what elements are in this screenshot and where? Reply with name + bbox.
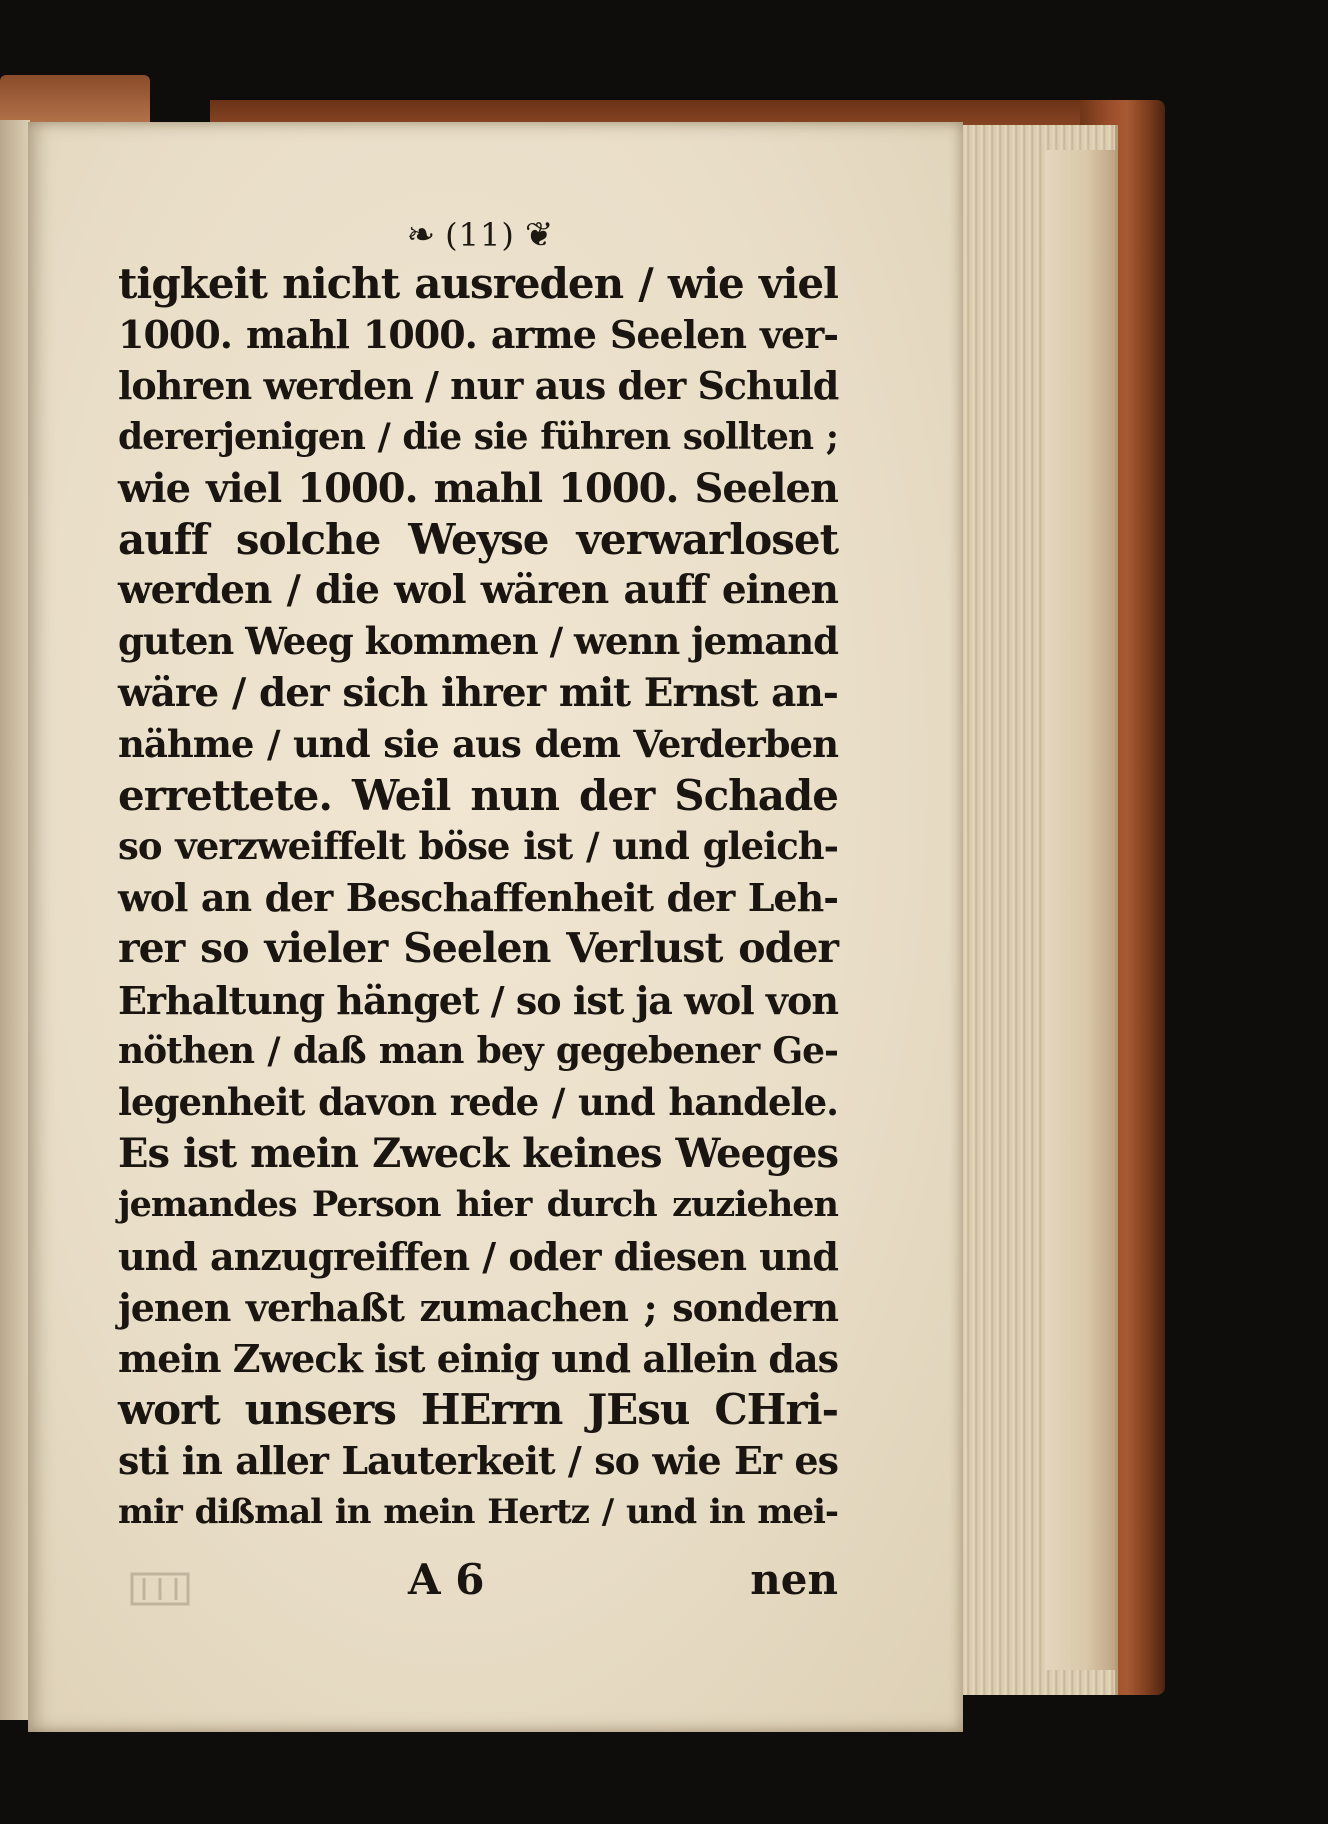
text-line: errettete. Weil nun der Schade	[118, 770, 838, 820]
text-line: jenen verhaßt zumachen ; sondern	[118, 1284, 838, 1330]
text-line: wort unsers HErrn JEsu CHri-	[118, 1385, 838, 1435]
faded-stamp-icon	[130, 1570, 190, 1608]
signature-mark: A 6	[408, 1555, 485, 1604]
text-line: und anzugreiffen / oder diesen und	[118, 1233, 838, 1279]
text-line: lohren werden / nur aus der Schuld	[118, 363, 839, 409]
text-line: rer so vieler Seelen Verlust oder	[118, 924, 838, 973]
text-line: wäre / der sich ihrer mit Ernst an-	[118, 669, 838, 716]
left-page-sliver	[0, 120, 30, 1720]
text-line: 1000. mahl 1000. arme Seelen ver-	[118, 312, 838, 358]
text-line: wol an der Beschaffenheit der Leh-	[118, 875, 838, 921]
text-line: mir dißmal in mein Hertz / und in mei-	[118, 1491, 838, 1532]
body-text	[118, 258, 838, 1538]
page-number: (11)	[445, 216, 515, 254]
text-line: wie viel 1000. mahl 1000. Seelen	[118, 464, 838, 512]
text-line: werden / die wol wären auff einen	[118, 567, 838, 614]
text-line: legenheit davon rede / und handele.	[118, 1080, 838, 1124]
text-line: dererjenigen / die sie führen sollten ;	[118, 415, 838, 458]
text-line: jemandes Person hier durch zuziehen	[118, 1184, 838, 1226]
text-line: mein Zweck ist einig und allein das	[118, 1335, 838, 1381]
text-line: Es ist mein Zweck keines Weeges	[118, 1130, 838, 1178]
catchword: nen	[750, 1555, 838, 1604]
page-block-inner	[1045, 150, 1115, 1670]
ornament-left-icon: ❧	[406, 215, 436, 255]
text-line: Erhaltung hänget / so ist ja wol von	[118, 977, 838, 1023]
text-line: nähme / und sie aus dem Verderben	[118, 721, 838, 766]
text-line: tigkeit nicht ausreden / wie viel	[118, 259, 838, 308]
ornament-right-icon: ❦	[524, 215, 554, 255]
page-header	[330, 205, 630, 265]
text-line: so verzweiffelt böse ist / und gleich-	[118, 824, 838, 869]
signature-row	[118, 1555, 838, 1607]
left-cover-edge	[0, 75, 150, 125]
text-line: nöthen / daß man bey gegebener Ge-	[118, 1029, 838, 1072]
text-line: sti in aller Lauterkeit / so wie Er es	[118, 1438, 838, 1484]
text-line: auff solche Weyse verwarloset	[118, 514, 838, 564]
text-line: guten Weeg kommen / wenn jemand	[118, 619, 838, 664]
